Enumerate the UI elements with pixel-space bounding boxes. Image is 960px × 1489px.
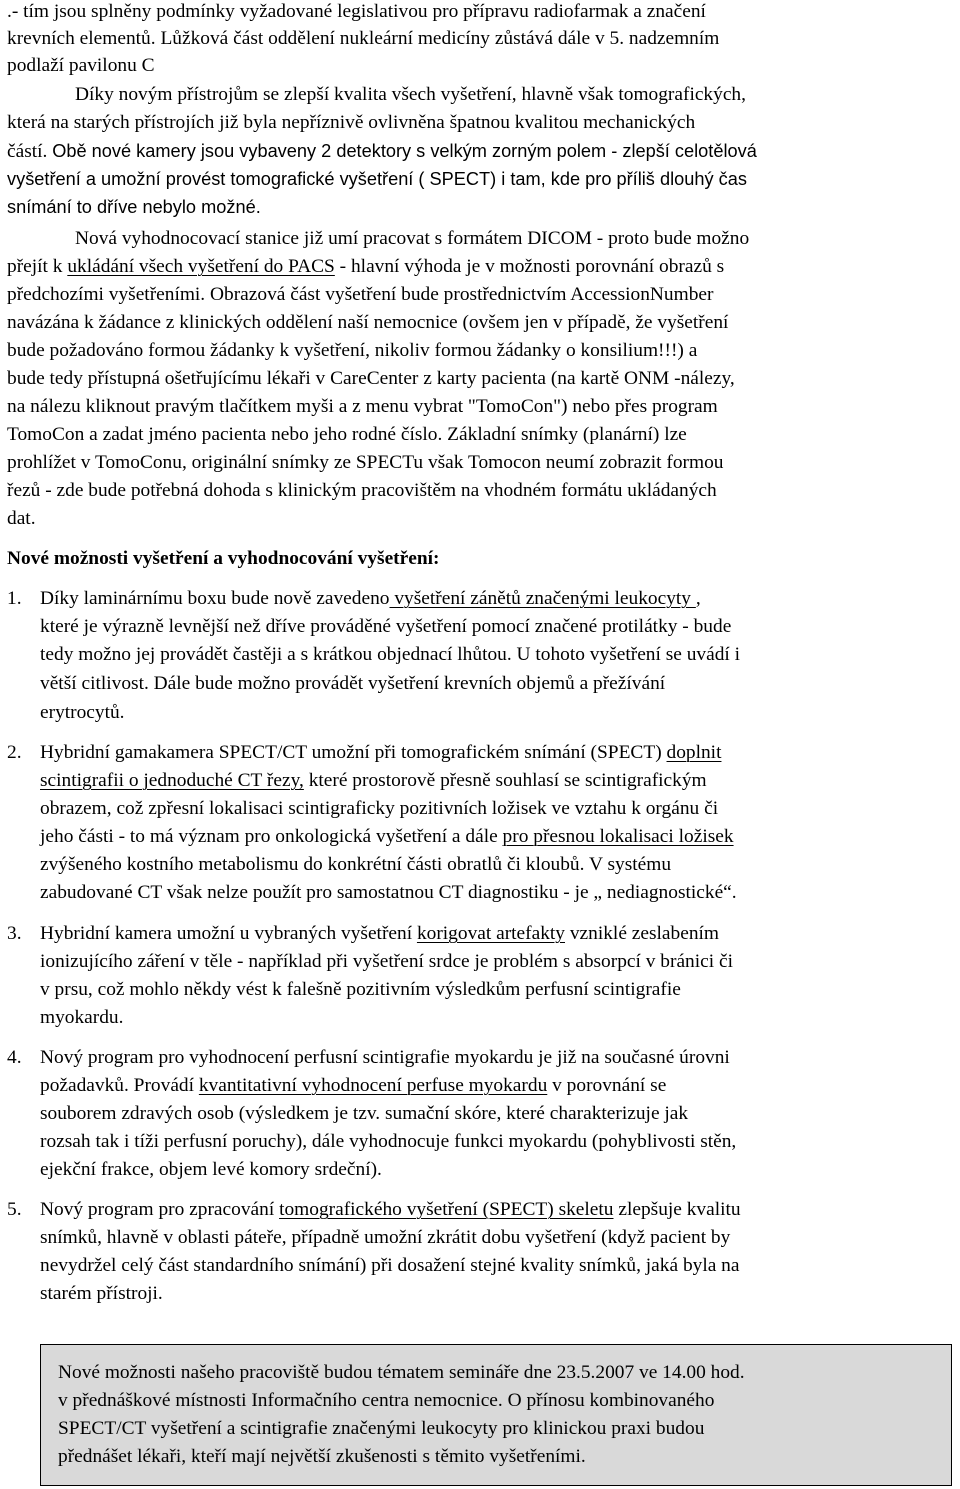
station-line-2-post: - hlavní výhoda je v možnosti porovnání obrazů s: [334, 256, 725, 277]
list-number: 1.: [7, 588, 22, 609]
item3-line-4: myokardu.: [40, 1007, 124, 1028]
item2-line-6: zabudované CT však nelze použít pro samostatnou CT diagnostiku - je „ nediagnostické“.: [40, 882, 737, 903]
perfuse-link[interactable]: kvantitativní vyhodnocení perfuse myokardu: [198, 1075, 548, 1096]
item1-line-5: erytrocytů.: [40, 702, 125, 723]
item2-line-2: [40, 767, 707, 795]
leukocyty-link[interactable]: vyšetření zánětů značenými leukocyty: [389, 588, 696, 609]
item3-line-1-pre: Hybridní kamera umožní u vybraných vyšetření: [40, 923, 417, 944]
station-line-2: [7, 253, 724, 281]
item2-line-4: [40, 823, 734, 851]
item1-line-1-pre: Díky laminárnímu boxu bude nově zavedeno: [40, 588, 390, 609]
station-line-10: řezů - zde bude potřebná dohoda s klinickým pracovištěm na vhodném formátu ukládaných: [7, 480, 717, 501]
item5-line-3: nevydržel celý část standardního snímání) při dosažení stejné kvality snímků, jaká byla na: [40, 1255, 740, 1276]
item4-line-1: Nový program pro vyhodnocení perfusní scintigrafie myokardu je již na současné úrovni: [40, 1047, 730, 1068]
item2-line-1: [40, 739, 721, 767]
list-number: 5.: [7, 1199, 22, 1220]
pacs-link[interactable]: ukládání všech vyšetření do PACS: [67, 256, 335, 277]
item5-line-1-post: zlepšuje kvalitu: [613, 1199, 741, 1220]
item2-line-2-post: které prostorově přesně souhlasí se scintigrafickým: [303, 770, 707, 791]
notice-line-2: v přednáškové místnosti Informačního centra nemocnice. O přínosu kombinovaného: [58, 1390, 715, 1411]
item1-line-1-post: ,: [695, 588, 701, 609]
artefakty-link[interactable]: korigovat artefakty: [416, 923, 565, 944]
station-line-6: bude tedy přístupná ošetřujícímu lékaři v CareCenter z karty pacienta (na kartě ONM -nálezy,: [7, 368, 735, 389]
notice-line-4: přednášet lékaři, kteří mají největší zkušenosti s těmito vyšetřeními.: [58, 1446, 586, 1467]
devices-line-3-sans: Obě nové kamery jsou vybaveny 2 detektory s velkým zorným polem - zlepší celotělová: [52, 141, 757, 161]
station-line-7: na nálezu kliknout pravým tlačítkem myši a z menu vybrat "TomoCon") nebo přes program: [7, 396, 718, 417]
section-heading: Nové možnosti vyšetření a vyhodnocování vyšetření:: [7, 548, 440, 569]
station-line-5: bude požadováno formou žádanky k vyšetření, nikoliv formou žádanky o konsilium!!!) a: [7, 340, 698, 361]
item1-line-3: tedy možno jej provádět častěji a s krátkou objednací lhůtou. U tohoto vyšetření se uvádí i: [40, 644, 741, 665]
item4-line-3: souborem zdravých osob (výsledkem je tzv. sumační skóre, které charakterizuje jak: [40, 1103, 689, 1124]
item3-line-1: [40, 920, 719, 948]
item2-line-3: obrazem, což zpřesní lokalisaci scintigraficky pozitivních ložisek ve vztahu k orgánu či: [40, 798, 719, 819]
item4-line-2: [40, 1072, 666, 1100]
station-line-9: prohlížet v TomoConu, originální snímky ze SPECTu však Tomocon neumí zobrazit formou: [7, 452, 724, 473]
devices-line-3: [7, 137, 757, 165]
item4-line-2-pre: požadavků. Provádí: [40, 1075, 199, 1096]
item1-line-1: [40, 585, 701, 613]
item2-line-4-pre: jeho části - to má význam pro onkologická vyšetření a dále: [40, 826, 503, 847]
item4-line-5: ejekční frakce, objem levé komory srdeční).: [40, 1159, 382, 1180]
intro-line-3: podlaží pavilonu C: [7, 55, 155, 76]
item3-line-3: v prsu, což mohlo někdy vést k falešně pozitivním výsledkům perfusní scintigrafie: [40, 979, 681, 1000]
item5-line-1: [40, 1196, 741, 1224]
station-line-3: předchozími vyšetřeními. Obrazová část vyšetření bude prostřednictvím AccessionNumber: [7, 284, 714, 305]
devices-line-2: která na starých přístrojích již byla nepříznivě ovlivněna špatnou kvalitou mechanických: [7, 112, 696, 133]
list-number: 3.: [7, 923, 22, 944]
devices-line-1: Díky novým přístrojům se zlepší kvalita všech vyšetření, hlavně však tomografických,: [75, 84, 746, 105]
lokalisace-link[interactable]: pro přesnou lokalisaci ložisek: [502, 826, 734, 847]
item5-line-2: snímků, hlavně v oblasti páteře, případně umožní zkrátit dobu vyšetření (když pacient by: [40, 1227, 731, 1248]
item3-line-1-post: vzniklé zeslabením: [565, 923, 719, 944]
seminar-notice-box: [40, 1344, 952, 1486]
devices-line-3-serif: částí.: [7, 141, 48, 162]
ct-rezy-link[interactable]: scintigrafii o jednoduché CT řezy,: [40, 770, 304, 791]
item3-line-2: ionizujícího záření v těle - například při vyšetření srdce je problém s absorpcí v bránici či: [40, 951, 733, 972]
station-line-11: dat.: [7, 508, 36, 529]
intro-line-1: .- tím jsou splněny podmínky vyžadované legislativou pro přípravu radiofarmak a značení: [7, 1, 706, 22]
station-line-2-pre: přejít k: [7, 256, 68, 277]
item1-line-4: větší citlivost. Dále bude možno provádět vyšetření krevních objemů a přežívání: [40, 673, 666, 694]
item5-line-1-pre: Nový program pro zpracování: [40, 1199, 280, 1220]
doplnit-link[interactable]: doplnit: [666, 742, 722, 763]
item5-line-4: starém přístroji.: [40, 1283, 163, 1304]
list-number: 2.: [7, 742, 22, 763]
notice-line-1: Nové možnosti našeho pracoviště budou tématem semináře dne 23.5.2007 ve 14.00 hod.: [58, 1362, 745, 1383]
station-line-1: Nová vyhodnocovací stanice již umí pracovat s formátem DICOM - proto bude možno: [75, 228, 750, 249]
intro-line-2: krevních elementů. Lůžková část oddělení nukleární medicíny zůstává dále v 5. nadzemním: [7, 28, 720, 49]
item2-line-1-pre: Hybridní gamakamera SPECT/CT umožní při tomografickém snímání (SPECT): [40, 742, 667, 763]
station-line-8: TomoCon a zadat jméno pacienta nebo jeho rodné číslo. Základní snímky (planární) lze: [7, 424, 687, 445]
skelet-link[interactable]: tomografického vyšetření (SPECT) skeletu: [279, 1199, 614, 1220]
notice-line-3: SPECT/CT vyšetření a scintigrafie značenými leukocyty pro klinickou praxi budou: [58, 1418, 705, 1439]
item1-line-2: které je výrazně levnější než dříve prováděné vyšetření pomocí značené protilátky - bude: [40, 616, 732, 637]
item4-line-4: rozsah tak i tíži perfusní poruchy), dále vyhodnocuje funkci myokardu (pohyblivosti stěn,: [40, 1131, 737, 1152]
list-number: 4.: [7, 1047, 22, 1068]
devices-line-4: vyšetření a umožní provést tomografické vyšetření ( SPECT) i tam, kde pro příliš dlouhý čas: [7, 169, 747, 189]
devices-line-5: snímání to dříve nebylo možné.: [7, 197, 261, 217]
item2-line-5: zvýšeného kostního metabolismu do konkrétní části obratlů či kloubů. V systému: [40, 854, 672, 875]
station-line-4: navázána k žádance z klinických oddělení naší nemocnice (ovšem jen v případě, že vyšetření: [7, 312, 729, 333]
item4-line-2-post: v porovnání se: [547, 1075, 667, 1096]
